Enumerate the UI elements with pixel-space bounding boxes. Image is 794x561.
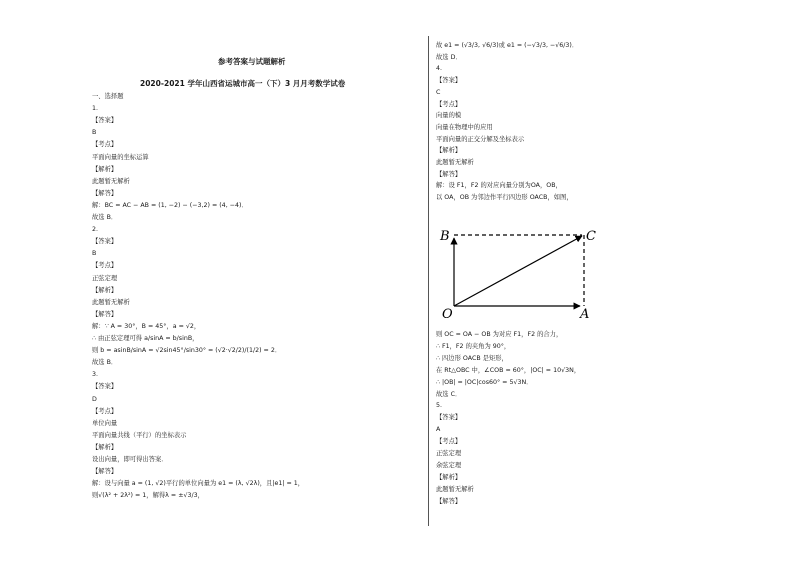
left-line: B [92,129,97,137]
left-line: 【解答】 [92,468,118,476]
left-line: 故选 B． [92,214,118,221]
left-line: D [92,395,97,403]
right-bottom-line: 5. [436,402,443,410]
left-line: 【解析】 [92,443,118,451]
right-bottom-line: 【考点】 [436,438,462,446]
right-top-line: 【解析】 [436,147,462,155]
right-top-line: C [436,88,441,96]
left-line: 【答案】 [92,238,118,246]
left-line: 解：BC = AC − AB = (1, −2) − (−3,2) = (4, −4)． [92,201,248,209]
left-line: 3. [92,371,99,379]
label-c: C [586,229,596,244]
right-bottom-line: 故选 C． [436,390,462,398]
doc-title: 参考答案与试题解析 [218,57,286,66]
left-line: 【解答】 [92,310,118,318]
left-line: 此题暂无解析 [92,298,130,306]
left-line: 【考点】 [92,262,118,270]
right-top-line: 故选 D． [436,53,462,61]
left-line: 一、选择题 [92,93,124,100]
left-line: 【考点】 [92,141,118,149]
left-line: 平面向量共线（平行）的坐标表示 [92,431,187,439]
left-line: 1. [92,105,99,113]
right-top-line: 以 OA，OB 为邻边作平行四边形 OACB，如图， [436,194,573,202]
right-bottom-line: 则 OC = OA − OB 为对应 F1，F2 的合力， [436,331,563,338]
left-line: 则√(λ² + 2λ²) = 1，解得λ = ±√3/3， [92,492,204,500]
left-line: 单位向量 [92,419,118,427]
right-bottom-line: A [436,426,441,434]
left-line: B [92,250,97,258]
left-line: 设出向量，即可得出答案． [92,456,168,463]
right-bottom-line: 正弦定理 [436,450,462,457]
right-bottom-line: 此题暂无解析 [436,485,474,493]
right-bottom-line: ∴ 四边形 OACB 是矩形， [436,354,508,362]
right-top-line: 【解答】 [436,170,462,178]
left-line: 此题暂无解析 [92,177,130,185]
left-line: 【答案】 [92,117,118,125]
right-top-line: 故 e1 = (√3/3, √6/3)或 e1 = (−√3/3, −√6/3)． [436,42,579,49]
column-divider [428,36,429,526]
label-o: O [442,307,453,322]
right-top-line: 4. [436,65,443,73]
right-top-line: 向量在物理中的应用 [436,123,493,131]
right-top-line: 向量的模 [436,112,462,120]
right-bottom-line: ∴ F1，F2 的夹角为 90°， [436,342,511,350]
right-top-line: 【考点】 [436,100,462,108]
right-top-line: 此题暂无解析 [436,159,474,166]
left-line: 【解答】 [92,189,118,197]
left-line: 正弦定理 [92,274,118,282]
left-line: 解：∵ A = 30°，B = 45°，a = √2， [92,322,201,330]
left-line: 【解析】 [92,286,118,294]
right-bottom-line: 【解答】 [436,497,462,505]
right-bottom-line: 在 Rt△OBC 中，∠COB = 60°，|OC| = 10√3N， [436,366,581,374]
right-top-line: 平面向量的正交分解及坐标表示 [436,135,525,143]
rectangle-vector-figure [434,222,604,322]
left-line: 【答案】 [92,383,118,391]
right-bottom-line: 余弦定理 [436,461,462,469]
left-line: 则 b = asinB/sinA = √2sin45°/sin30° = (√2·√2/2)/(1/2) = 2． [92,347,282,355]
label-b: B [440,229,450,244]
left-line: 【解析】 [92,165,118,173]
left-line: ∴ 由正弦定理可得 a/sinA = b/sinB， [92,335,199,342]
right-top-line: 【答案】 [436,77,462,85]
right-top-line: 解：设 F1，F2 的对应向量分别为OA，OB， [436,182,562,190]
right-bottom-line: 【答案】 [436,414,462,422]
right-bottom-line: ∴ |OB| = |OC|cos60° = 5√3N． [436,378,533,386]
vector-oc [454,236,582,306]
left-line: 故选 B． [92,359,118,367]
right-bottom-line: 【解析】 [436,473,462,481]
left-line: 【考点】 [92,407,118,415]
left-line: 平面向量的坐标运算 [92,153,149,161]
left-line: 2. [92,226,99,234]
left-line: 解：设与向量 a = (1, √2)平行的单位向量为 e1 = (λ, √2λ)，且|e1| = 1， [92,480,305,488]
label-a: A [580,307,590,322]
doc-subtitle: 2020-2021 学年山西省运城市高一（下）3 月月考数学试卷 [140,79,346,88]
